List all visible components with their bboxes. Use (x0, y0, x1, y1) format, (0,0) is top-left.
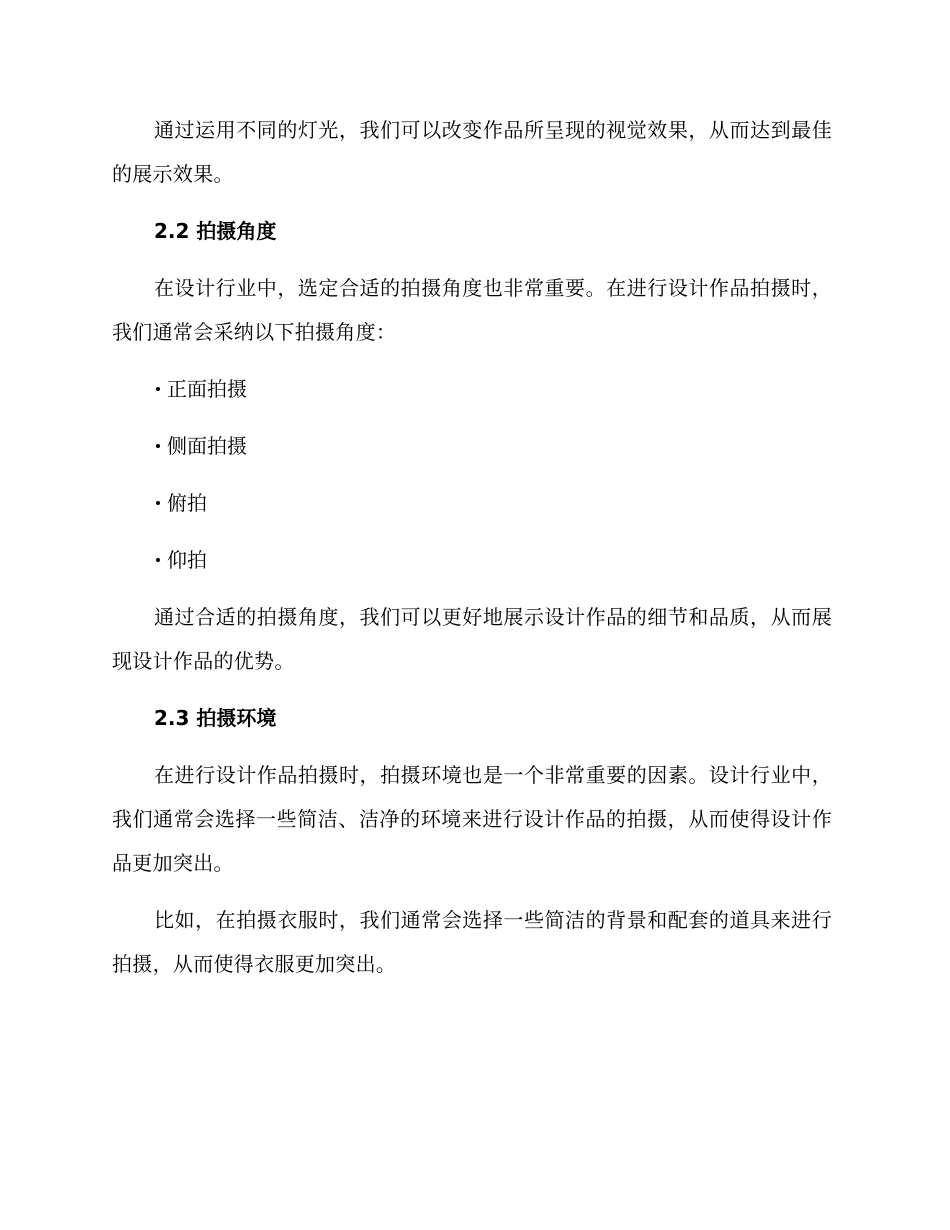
bullet-icon (156, 444, 160, 448)
list-item-label: 俯拍 (167, 491, 207, 515)
list-item-top-down-shot (112, 481, 832, 525)
bullet-icon (156, 558, 160, 562)
document-body (112, 108, 832, 999)
section-heading-shooting-environment: 2.3 拍摄环境 (154, 706, 277, 730)
section-heading-shooting-angle: 2.2 拍摄角度 (154, 219, 277, 243)
bullet-icon (156, 501, 160, 505)
paragraph-lighting-effect: 通过运用不同的灯光，我们可以改变作品所呈现的视觉效果，从而达到最佳的展示效果。 (112, 118, 832, 186)
list-item-label: 侧面拍摄 (167, 434, 247, 458)
paragraph-angle-intro: 在设计行业中，选定合适的拍摄角度也非常重要。在进行设计作品拍摄时，我们通常会采纳以下拍摄角度： (112, 276, 832, 344)
paragraph-clothing-example: 比如，在拍摄衣服时，我们通常会选择一些简洁的背景和配套的道具来进行拍摄，从而使得衣服更加突出。 (112, 908, 832, 976)
list-item-label: 仰拍 (167, 548, 207, 572)
bullet-icon (156, 387, 160, 391)
paragraph-environment-importance: 在进行设计作品拍摄时，拍摄环境也是一个非常重要的因素。设计行业中，我们通常会选择一些简洁、洁净的环境来进行设计作品的拍摄，从而使得设计作品更加突出。 (112, 763, 832, 875)
list-item-low-angle-shot (112, 538, 832, 582)
list-item-label: 正面拍摄 (167, 377, 247, 401)
paragraph-angle-conclusion: 通过合适的拍摄角度，我们可以更好地展示设计作品的细节和品质，从而展现设计作品的优势。 (112, 605, 832, 673)
list-item-side-shot (112, 424, 832, 468)
list-item-front-shot (112, 367, 832, 411)
